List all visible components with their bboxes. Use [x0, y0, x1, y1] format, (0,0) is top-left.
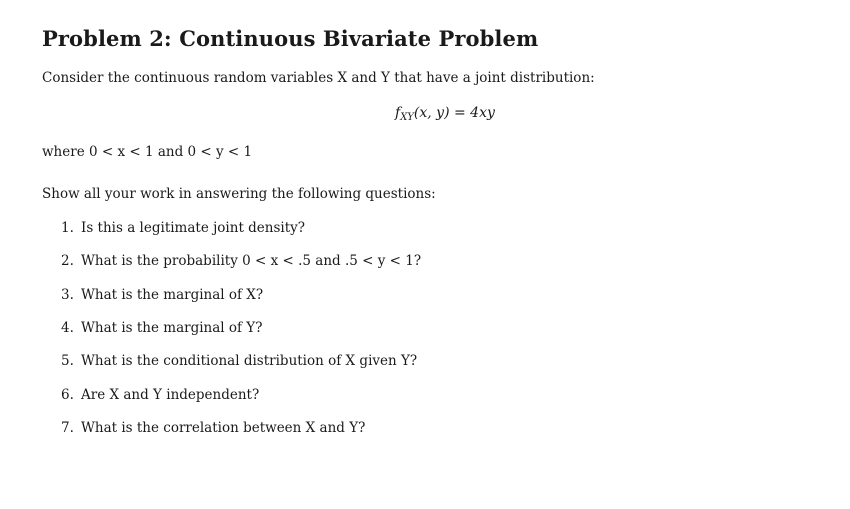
equation-subscript: XY	[400, 112, 414, 123]
question-item	[61, 353, 417, 369]
equation-args: (x, y) = 4xy	[413, 105, 495, 121]
question-text: What is the conditional distribution of X given Y?	[81, 353, 418, 369]
question-number: 5.	[61, 353, 74, 369]
question-text: What is the marginal of Y?	[81, 320, 263, 336]
question-text: What is the marginal of X?	[81, 287, 264, 303]
question-item	[61, 220, 305, 236]
question-item	[61, 387, 259, 403]
instructions-text: Show all your work in answering the following questions:	[42, 186, 436, 202]
question-item	[61, 253, 421, 269]
question-item	[61, 420, 365, 436]
question-item	[61, 287, 263, 303]
question-number: 7.	[61, 420, 74, 436]
question-text: Are X and Y independent?	[81, 387, 260, 403]
question-number: 1.	[61, 220, 74, 236]
question-text: What is the probability 0 < x < .5 and .5 < y < 1?	[81, 253, 422, 269]
equation-f: f	[395, 105, 401, 121]
question-text: What is the correlation between X and Y?	[81, 420, 366, 436]
question-item	[61, 320, 262, 336]
support-condition: where 0 < x < 1 and 0 < y < 1	[42, 144, 253, 160]
question-number: 6.	[61, 387, 74, 403]
question-text: Is this a legitimate joint density?	[81, 220, 306, 236]
intro-paragraph: Consider the continuous random variables X and Y that have a joint distribution:	[42, 70, 595, 86]
joint-density-equation	[395, 105, 495, 123]
question-number: 3.	[61, 287, 74, 303]
question-number: 4.	[61, 320, 74, 336]
problem-title: Problem 2: Continuous Bivariate Problem	[42, 26, 539, 51]
question-number: 2.	[61, 253, 74, 269]
